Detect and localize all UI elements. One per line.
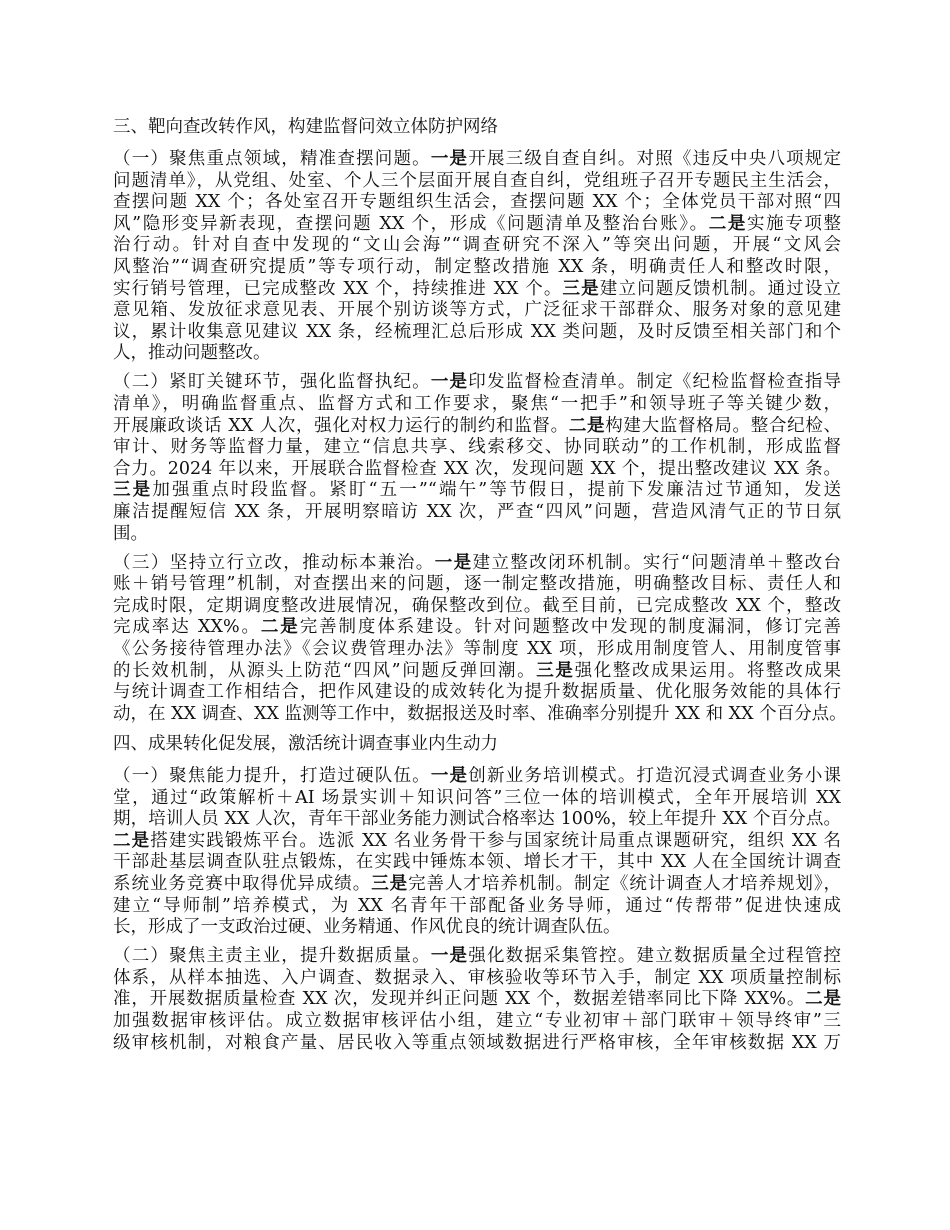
text-run: 建立整改闭环机制。实行“问题清单＋整改台 [472, 552, 842, 573]
text-run: 加强数据审核评估。成立数据审核评估小组，建立“专业初审＋部门联审＋领导终审”三 [113, 1010, 841, 1031]
text-run: 议，累计收集意见建议 XX 条，经梳理汇总后形成 XX 类问题，及时反馈至相关部门和个 [113, 321, 841, 342]
text-run: 创新业务培训模式。打造沉浸式调查业务小课 [468, 765, 842, 786]
text-run: 建立“导师制”培养模式，为 XX 名青年干部配备业务导师，通过“传帮带”促进快速成 [113, 895, 841, 916]
text-line [113, 257, 841, 279]
text-run: 完成时限，定期调度整改进展情况，确保整改到位。截至目前，已完成整改 XX 个，整改 [113, 595, 841, 616]
text-run: （二）紧盯关键环节，强化监督执纪。 [113, 372, 431, 393]
text-line [113, 596, 841, 618]
text-run: 人，推动问题整改。 [113, 343, 271, 364]
text-line [113, 661, 841, 683]
text-run: （一）聚焦重点领域，精准查摆问题。 [113, 149, 431, 169]
bold-keyword: 二是 [260, 617, 300, 638]
text-run: 账＋销号管理”机制，对查摆出来的问题，逐一制定整改措施，明确整改目标、责任人和 [113, 574, 841, 595]
text-run: 审计、财务等监督力量，建立“信息共享、线索移交、协同联动”的工作机制，形成监督 [113, 437, 841, 458]
text-line [113, 574, 841, 596]
text-run: 完善人才培养机制。制定《统计调查人才培养规划》， [408, 873, 842, 894]
text-run: 廉洁提醒短信 XX 条，开展明察暗访 XX 次，严查“四风”问题，营造风清气正的节日氛 [113, 502, 841, 522]
text-run: 动，在 XX 调查、XX 监测等工作中，数据报送及时率、准确率分别提升 XX 和 XX 个百分点。 [113, 703, 847, 724]
bold-keyword: 一是 [430, 946, 469, 967]
paragraph [113, 766, 841, 939]
text-line [113, 874, 841, 896]
text-line [113, 322, 841, 344]
text-run: 开展廉政谈话 XX 人次，强化对权力运行的制约和监督。 [113, 415, 569, 436]
text-line [113, 682, 841, 704]
text-run: （二）聚焦主责主业，提升数据质量。 [113, 946, 431, 967]
text-run: 完成率达 XX%。 [113, 617, 261, 638]
text-run: 治行动。针对自查中发现的“文山会海”“调查研究不深入”等突出问题，开展“文风会 [113, 235, 841, 256]
text-line [113, 372, 841, 394]
text-line [113, 1033, 841, 1055]
bold-keyword: 二是 [568, 415, 606, 436]
text-run: 体系，从样本抽选、入户调查、数据录入、审核验收等环节入手，制定 XX 项质量控制标 [113, 967, 841, 988]
text-line [113, 192, 841, 214]
bold-keyword: 一是 [430, 372, 469, 393]
bold-keyword: 三是 [113, 480, 153, 501]
bold-keyword: 三是 [536, 660, 575, 681]
text-run: 准，开展数据质量检查 XX 次，发现并纠正问题 XX 个，数据差错率同比下降 XX%。 [113, 989, 806, 1010]
text-line [113, 766, 841, 788]
paragraph [113, 149, 841, 365]
text-run: （一）聚焦能力提升，打造过硬队伍。 [113, 765, 431, 786]
text-run: 完善制度体系建设。针对问题整改中发现的制度漏洞，修订完善 [299, 617, 842, 638]
bold-keyword: 三是 [562, 278, 600, 299]
text-line [113, 1011, 841, 1033]
text-run: 的长效机制，从源头上防范“四风”问题反弹回潮。 [113, 660, 537, 681]
text-line [113, 989, 841, 1011]
text-line [113, 831, 841, 853]
section-heading: 三、靶向查改转作风，构建监督问效立体防护网络 [113, 117, 498, 137]
text-line [113, 852, 841, 874]
bold-keyword: 三是 [371, 873, 409, 894]
paragraph [113, 372, 841, 545]
text-line [113, 502, 841, 524]
text-run: 构建大监督格局。整合纪检、 [605, 415, 842, 436]
text-line [113, 917, 841, 939]
bold-keyword: 一是 [434, 552, 473, 573]
text-run: 堂，通过“政策解析＋AI 场景实训＋知识问答”三位一体的培训模式，全年开展培训 XX [113, 787, 841, 808]
text-run: 与统计调查工作相结合，把作风建设的成效转化为提升数据质量、优化服务效能的具体行 [113, 682, 841, 703]
text-line [113, 946, 841, 968]
text-line [113, 788, 841, 810]
text-run: 开展三级自查自纠。对照《违反中央八项规定 [468, 149, 842, 169]
text-run: 清单》，明确监督重点、监督方式和工作要求，聚焦“一把手”和领导班子等关键少数， [113, 394, 841, 415]
text-run: 级审核机制，对粮食产量、居民收入等重点领域数据进行严格审核，全年审核数据 XX 万 [113, 1032, 841, 1053]
text-line [113, 459, 841, 481]
text-line [113, 809, 841, 831]
text-line [113, 703, 847, 726]
text-line [113, 524, 841, 546]
text-run: 问题清单》，从党组、处室、个人三个层面开展自查自纠，党组班子召开专题民主生活会， [113, 170, 841, 191]
text-run: 查摆问题 XX 个；各处室召开专题组织生活会，查摆问题 XX 个；全体党员干部对照“四 [113, 192, 841, 213]
text-line [113, 437, 841, 459]
text-run: 印发监督检查清单。制定《纪检监督检查指导 [468, 372, 842, 393]
text-run: 强化数据采集管控。建立数据质量全过程管控 [468, 946, 842, 967]
text-run: 干部赴基层调查队驻点锻炼，在实践中锤炼本领、增长才干，其中 XX 人在全国统计调查 [113, 852, 841, 873]
text-run: 风”隐形变异新表现，查摆问题 XX 个，形成《问题清单及整治台账》。 [113, 213, 709, 234]
text-line [113, 968, 841, 990]
text-line [113, 300, 841, 322]
text-line [113, 171, 841, 193]
text-run: 《公务接待管理办法》《会议费管理办法》等制度 XX 项，形成用制度管人、用制度管事 [113, 639, 841, 660]
text-line [113, 896, 841, 918]
text-line [113, 416, 841, 438]
bold-keyword: 一是 [430, 765, 469, 786]
text-line [113, 149, 841, 171]
text-line [113, 553, 841, 575]
text-run: 系统业务竞赛中取得优异成绩。 [113, 873, 372, 894]
bold-keyword: 二是 [708, 213, 747, 234]
text-line [113, 394, 841, 416]
text-line [113, 639, 841, 661]
text-run: 建立问题反馈机制。通过设立 [599, 278, 842, 299]
text-run: （三）坚持立行立改，推动标本兼治。 [113, 552, 435, 573]
bold-keyword: 一是 [430, 149, 469, 169]
text-line [113, 617, 841, 639]
text-run: 合力。2024 年以来，开展联合监督检查 XX 次，发现问题 XX 个，提出整改建议 XX 条。 [113, 458, 841, 479]
section-heading: 四、成果转化促发展，激活统计调查事业内生动力 [113, 733, 498, 754]
text-line [113, 343, 841, 365]
text-run: 长，形成了一支政治过硬、业务精通、作风优良的统计调查队伍。 [113, 917, 621, 938]
text-run: 实施专项整 [747, 213, 841, 234]
text-line [113, 214, 841, 236]
bold-keyword: 二是 [805, 989, 841, 1010]
text-run: 围。 [113, 523, 148, 544]
text-run: 期，培训人员 XX 人次，青年干部业务能力测试合格率达 100%，较上年提升 XX 个百分点。 [113, 809, 841, 830]
text-run: 风整治”“调查研究提质”等专项行动，制定整改措施 XX 条，明确责任人和整改时限， [113, 256, 841, 277]
text-run: 强化整改成果运用。将整改成果 [574, 660, 841, 681]
paragraph [113, 946, 841, 1054]
bold-keyword: 二是 [113, 830, 151, 851]
text-run: 加强重点时段监督。紧盯“五一”“端午”等节假日，提前下发廉洁过节通知，发送 [152, 480, 841, 501]
paragraph [113, 552, 847, 726]
text-run: 搭建实践锻炼平台。选派 XX 名业务骨干参与国家统计局重点课题研究，组织 XX 名 [150, 830, 842, 851]
text-run: 实行销号管理，已完成整改 XX 个，持续推进 XX 个。 [113, 278, 563, 299]
document-body [113, 116, 847, 1062]
text-line [113, 279, 841, 301]
text-line [113, 480, 841, 502]
text-line [113, 235, 841, 257]
text-run: 意见箱、发放征求意见表、开展个别访谈等方式，广泛征求干部群众、服务对象的意见建 [113, 300, 841, 321]
